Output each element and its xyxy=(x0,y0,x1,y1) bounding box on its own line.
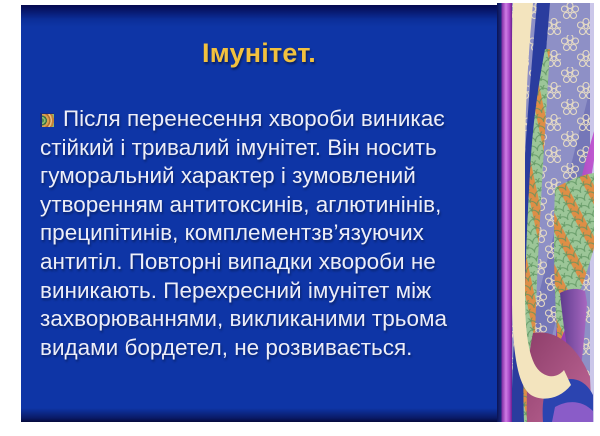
slide-edge-shadow xyxy=(497,3,502,422)
body-text: Після перенесення хвороби виникає стійкий і тривалий імунітет. Він носить гуморальний характер і зумовлений утворенням антитоксинів, аглютинінів, преципітинів, комплементзв’язуючих антитіл. Повторні випадки хвороби не виникають. Перехресний імунітет між захворюваннями, викликаними трьома видами бордетел, не розвивається. xyxy=(40,106,447,360)
body-paragraph xyxy=(40,105,486,362)
slide-title: Імунітет. xyxy=(202,38,316,68)
bullet-icon xyxy=(40,113,54,127)
kimono-border-art xyxy=(497,3,597,422)
page-margin-strip xyxy=(594,3,597,422)
kimono-border-strip xyxy=(497,3,597,422)
magenta-column xyxy=(501,3,512,422)
